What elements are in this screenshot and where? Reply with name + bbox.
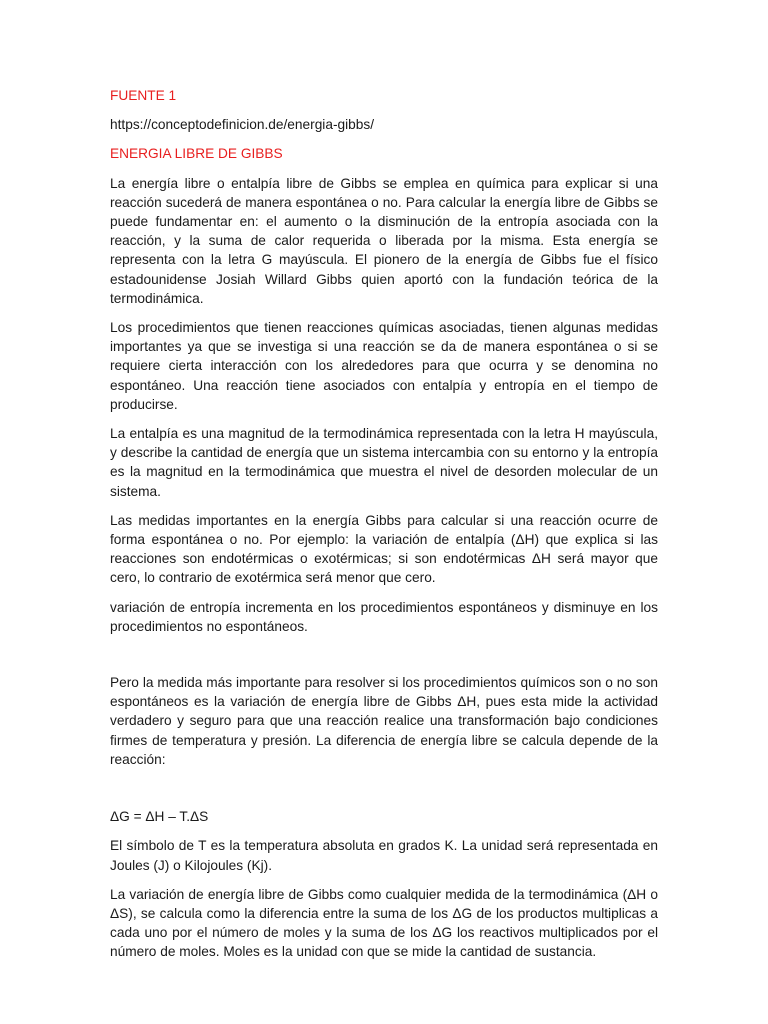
document-page xyxy=(110,86,658,972)
section-heading: ENERGIA LIBRE DE GIBBS xyxy=(110,146,283,162)
gibbs-formula: ΔG = ΔH – T.ΔS xyxy=(110,809,209,825)
paragraph-intro: La energía libre o entalpía libre de Gibbs se emplea en química para explicar si una reacción sucederá de manera espontánea o no. Para calcular la energía libre de Gibbs se puede fundamentar en: el aumento o la disminución de la entropía asociada con la reacción, y la suma de calor requerida o liberada por la misma. Esta energía se representa con la letra G mayúscula. El pionero de la energía de Gibbs fue el físico estadounidense Josiah Willard Gibbs quien aportó con la fundación teórica de la termodinámica. xyxy=(110,175,658,306)
paragraph-entropy-variation: variación de entropía incrementa en los procedimientos espontáneos y disminuye en los procedimientos no espontáneos. xyxy=(110,599,658,634)
source-label: FUENTE 1 xyxy=(110,88,177,103)
paragraph-temperature-symbol: El símbolo de T es la temperatura absoluta en grados K. La unidad será representada en Joules (J) o Kilojoules (Kj). xyxy=(110,838,658,873)
paragraph-calculation: La variación de energía libre de Gibbs como cualquier medida de la termodinámica (ΔH o ΔS), se calcula como la diferencia entre la suma de los ΔG de los productos multiplicas a cada uno por el número de moles y la suma de los ΔG los reactivos multiplicados por el número de moles. Moles es la unidad con que se mide la cantidad de sustancia. xyxy=(110,886,658,960)
spacer xyxy=(110,779,658,807)
paragraph-procedures: Los procedimientos que tienen reacciones químicas asociadas, tienen algunas medidas importantes ya que se investiga si una reacción se da de manera espontánea o si se requiere cierta interacción con los alrededores para que ocurra y se denomina no espontáneo. Una reacción tiene asociados con entalpía y entropía en el tiempo de producirse. xyxy=(110,320,658,412)
paragraph-measures: Las medidas importantes en la energía Gibbs para calcular si una reacción ocurre de forma espontánea o no. Por ejemplo: la variación de entalpía (ΔH) que explica si las reacciones son endotérmicas o exotérmicas; si son endotérmicas ΔH será mayor que cero, lo contrario de exotérmica será menor que cero. xyxy=(110,512,658,586)
paragraph-enthalpy: La entalpía es una magnitud de la termodinámica representada con la letra H mayúscula, y describe la cantidad de energía que un sistema intercambia con su entorno y la entropía es la magnitud en la termodinámica que muestra el nivel de desorden molecular de un sistema. xyxy=(110,426,658,499)
source-url[interactable]: https://conceptodefinicion.de/energia-gibbs/ xyxy=(110,117,375,133)
paragraph-gibbs-variation: Pero la medida más importante para resolver si los procedimientos químicos son o no son espontáneos es la variación de energía libre de Gibbs ΔH, pues esta mide la actividad verdadero y seguro para que una reacción realice una transformación bajo condiciones firmes de temperatura y presión. La diferencia de energía libre se calcula depende de la reacción: xyxy=(110,675,658,767)
spacer xyxy=(110,646,658,673)
